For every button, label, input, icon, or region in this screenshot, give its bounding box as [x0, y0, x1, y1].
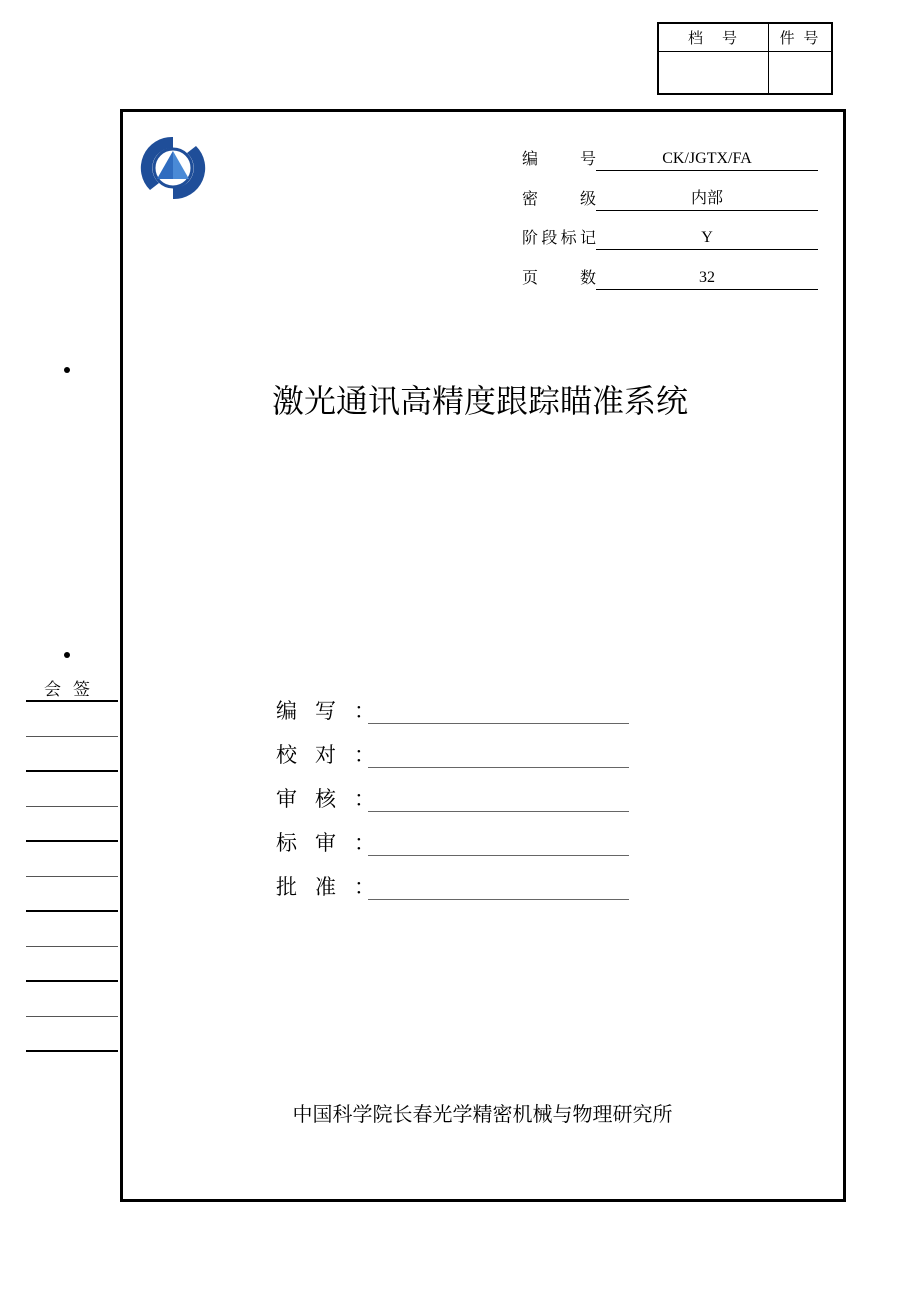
meta-label: 编 号: [522, 149, 596, 168]
countersign-line: [26, 806, 118, 807]
countersign-line: [26, 840, 118, 842]
meta-value: 内部: [596, 188, 818, 211]
signature-row-writer: [276, 697, 636, 729]
meta-label: 页 数: [522, 268, 596, 287]
signature-line[interactable]: [368, 767, 629, 768]
countersign-line: [26, 876, 118, 877]
signature-colon: ：: [354, 743, 375, 767]
meta-row-stage: [522, 227, 818, 251]
countersign-line: [26, 980, 118, 982]
bullet-dot: [64, 367, 70, 373]
signature-line[interactable]: [368, 811, 629, 812]
meta-value: 32: [596, 267, 818, 290]
institute-logo-icon: [138, 133, 208, 203]
bullet-dot: [64, 652, 70, 658]
meta-row-number: [522, 148, 818, 172]
countersign-line: [26, 946, 118, 947]
signature-row-approver: [276, 873, 636, 905]
item-number-header: 件 号: [769, 24, 831, 52]
signature-row-reviewer: [276, 785, 636, 817]
meta-label: 阶段标记: [522, 228, 596, 247]
meta-value: Y: [596, 227, 818, 250]
signature-label: 编写: [276, 699, 354, 723]
countersign-line: [26, 1016, 118, 1017]
meta-row-pages: [522, 267, 818, 291]
signature-label: 校对: [276, 743, 354, 767]
signature-label: 标审: [276, 831, 354, 855]
meta-value: CK/JGTX/FA: [596, 148, 818, 171]
institute-name: 中国科学院长春光学精密机械与物理研究所: [292, 1102, 673, 1126]
signature-row-standards: [276, 829, 636, 861]
signature-colon: ：: [354, 787, 375, 811]
signature-line[interactable]: [368, 855, 629, 856]
countersign-line: [26, 736, 118, 737]
countersign-label: 会签: [44, 680, 102, 700]
signature-colon: ：: [354, 831, 375, 855]
signature-colon: ：: [354, 699, 375, 723]
countersign-line: [26, 700, 118, 702]
signature-line[interactable]: [368, 899, 629, 900]
meta-label: 密 级: [522, 189, 596, 208]
countersign-line: [26, 1050, 118, 1052]
archive-number-cell: [659, 52, 769, 93]
archive-number-header: 档 号: [659, 24, 769, 52]
countersign-line: [26, 770, 118, 772]
meta-row-classification: [522, 188, 818, 212]
signature-line[interactable]: [368, 723, 629, 724]
signature-label: 审核: [276, 787, 354, 811]
countersign-line: [26, 910, 118, 912]
signature-row-proofreader: [276, 741, 636, 773]
archive-number-box: [657, 22, 833, 95]
signature-colon: ：: [354, 875, 375, 899]
document-title: 激光通讯高精度跟踪瞄准系统: [271, 382, 688, 420]
signature-label: 批准: [276, 875, 354, 899]
